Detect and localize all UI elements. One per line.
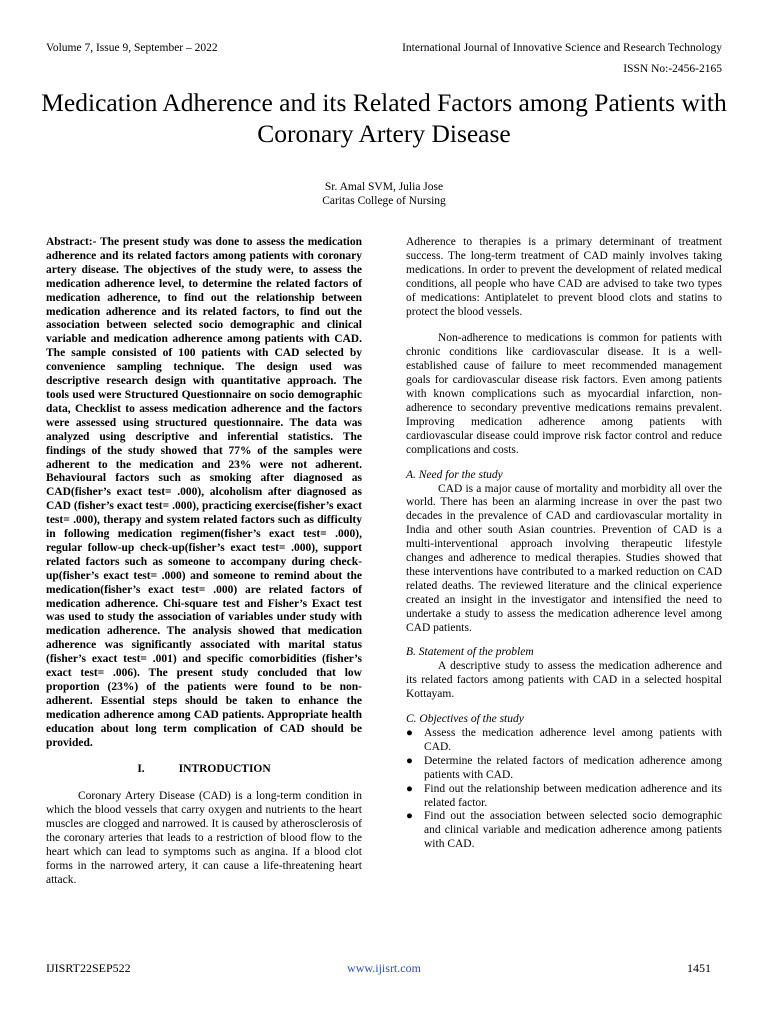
statement-heading: B. Statement of the problem xyxy=(406,646,534,659)
introduction-heading xyxy=(46,763,362,777)
right-column xyxy=(406,236,722,852)
list-item: ● Find out the relationship between medication adherence and its related factor. xyxy=(406,782,722,809)
section-title: INTRODUCTION xyxy=(178,762,271,775)
objectives-list xyxy=(406,727,722,852)
statement-paragraph: A descriptive study to assess the medication adherence and its related factors among patients with CAD in a selected hospital Kottayam. xyxy=(406,660,722,701)
abstract-text: Abstract:- The present study was done to assess the medication adherence and its related factors among patients with coronary artery disease. The objectives of the study were, to assess the medication adherence level, to determine the related factors of medication adherence, to find out the relationship between medication adherence and its related factors, to find out the association between selected socio demographic and clinical variable and medication adherence among patients with CAD. The sample consisted of 100 patients with CAD selected by convenience sampling technique. The design used was descriptive research design with quantitative approach. The tools used were Structured Questionnaire on socio demographic data, Checklist to assess medication adherence and the factors were assessed using structured questionnaire. The data was analyzed using descriptive and inferential statistics. The findings of the study showed that 77% of the samples were adherent to the medication and 23% were not adherent. Behavioural factors such as smoking after diagnosed as CAD(fisher’s exact test= .000), alcoholism after diagnosed as CAD (fisher’s exact test= .000), practicing exercise(fisher’s exact test= .000), therapy and system related factors such as difficulty in following medication regimen(fisher’s exact test= .000), regular follow-up check-up(fisher’s exact test= .000), support related factors such as someone to accompany during check-up(fisher’s exact test= .000) and someone to remind about the medication(fisher’s exact test= .000) are related factors of medication adherence. Chi-square test and Fisher’s Exact test was used to study the association of variables under study with medication adherence. The analysis showed that medication adherence was significantly associated with marital status (fisher’s exact test= .001) and specific comorbidities (fisher’s exact test= .006). The present study concluded that low proportion (23%) of the patients were found to be non-adherent. Essential steps should be taken to enhance the medication adherence among CAD patients. Appropriate health education about long term complication of CAD should be provided. xyxy=(46,236,362,749)
paper-title: Medication Adherence and its Related Factors among Patients with Coronary Artery Disease xyxy=(41,88,727,148)
introduction-paragraph: Coronary Artery Disease (CAD) is a long-term condition in which the blood vessels that carry oxygen and nutrients to the heart muscles are clogged and narrowed. It is caused by atherosclerosis of the coronary arteries that leads to a restriction of blood flow to the heart which can lead to symptoms such as angina. If a blood clot forms in the narrowed artery, it can cause a life-threatening heart attack. xyxy=(46,790,362,886)
page-number: 1451 xyxy=(687,961,711,975)
objectives-heading: C. Objectives of the study xyxy=(406,713,524,726)
adherence-paragraph: Adherence to therapies is a primary determinant of treatment success. The long-term treatment of CAD mainly involves taking medications. In order to prevent the development of related medical conditions, all people who have CAD are advised to take two types of medications: Antiplatelet to prevent blood clots and statins to protect the blood vessels. xyxy=(406,236,722,318)
bullet-icon: ● xyxy=(406,782,413,795)
paper-affiliation: Caritas College of Nursing xyxy=(322,195,446,207)
list-item: ● Determine the related factors of medication adherence among patients with CAD. xyxy=(406,754,722,781)
bullet-icon: ● xyxy=(406,810,413,823)
list-item: ● Assess the medication adherence level among patients with CAD. xyxy=(406,727,722,753)
paper-authors: Sr. Amal SVM, Julia Jose xyxy=(324,181,444,193)
bullet-icon: ● xyxy=(406,754,413,767)
left-column xyxy=(46,236,362,888)
list-item: ● Find out the association between selected socio demographic and clinical variable and medication adherence among patients with CAD. xyxy=(406,810,722,851)
journal-volume-issue: Volume 7, Issue 9, September – 2022 xyxy=(46,42,218,54)
need-paragraph: CAD is a major cause of mortality and morbidity all over the world. There has been an alarming increase in over the past two decades in the prevalence of CAD and cardiovascular mortality in India and other south Asian countries. Prevention of CAD is a multi-interventional approach involving therapeutic lifestyle changes and adherence to medical therapies. Studies showed that these interventions have contributed to a marked reduction on CAD related deaths. The reviewed literature and the clinical experience created an insight in the investigator and intensified the need to undertake a study to assess the medication adherence level among CAD patients. xyxy=(406,482,722,634)
bullet-icon: ● xyxy=(406,727,413,739)
journal-issn: ISSN No:-2456-2165 xyxy=(623,63,722,75)
journal-name: International Journal of Innovative Science and Research Technology xyxy=(402,42,722,54)
paper-code: IJISRT22SEP522 xyxy=(46,961,131,975)
need-heading: A. Need for the study xyxy=(406,468,503,481)
journal-website-link[interactable]: www.ijisrt.com xyxy=(347,961,421,975)
section-number: I. xyxy=(137,762,145,775)
non-adherence-paragraph: Non-adherence to medications is common for patients with chronic conditions like cardiovascular disease. It is a well-established cause of failure to meet recommended management goals for cardiovascular disease risk factors. Even among patients with known complications such as myocardial infarction, non-adherence to secondary preventive medications remains prevalent. Improving medication adherence among patients with cardiovascular disease could improve risk factor control and reduce complications and costs. xyxy=(406,332,722,456)
